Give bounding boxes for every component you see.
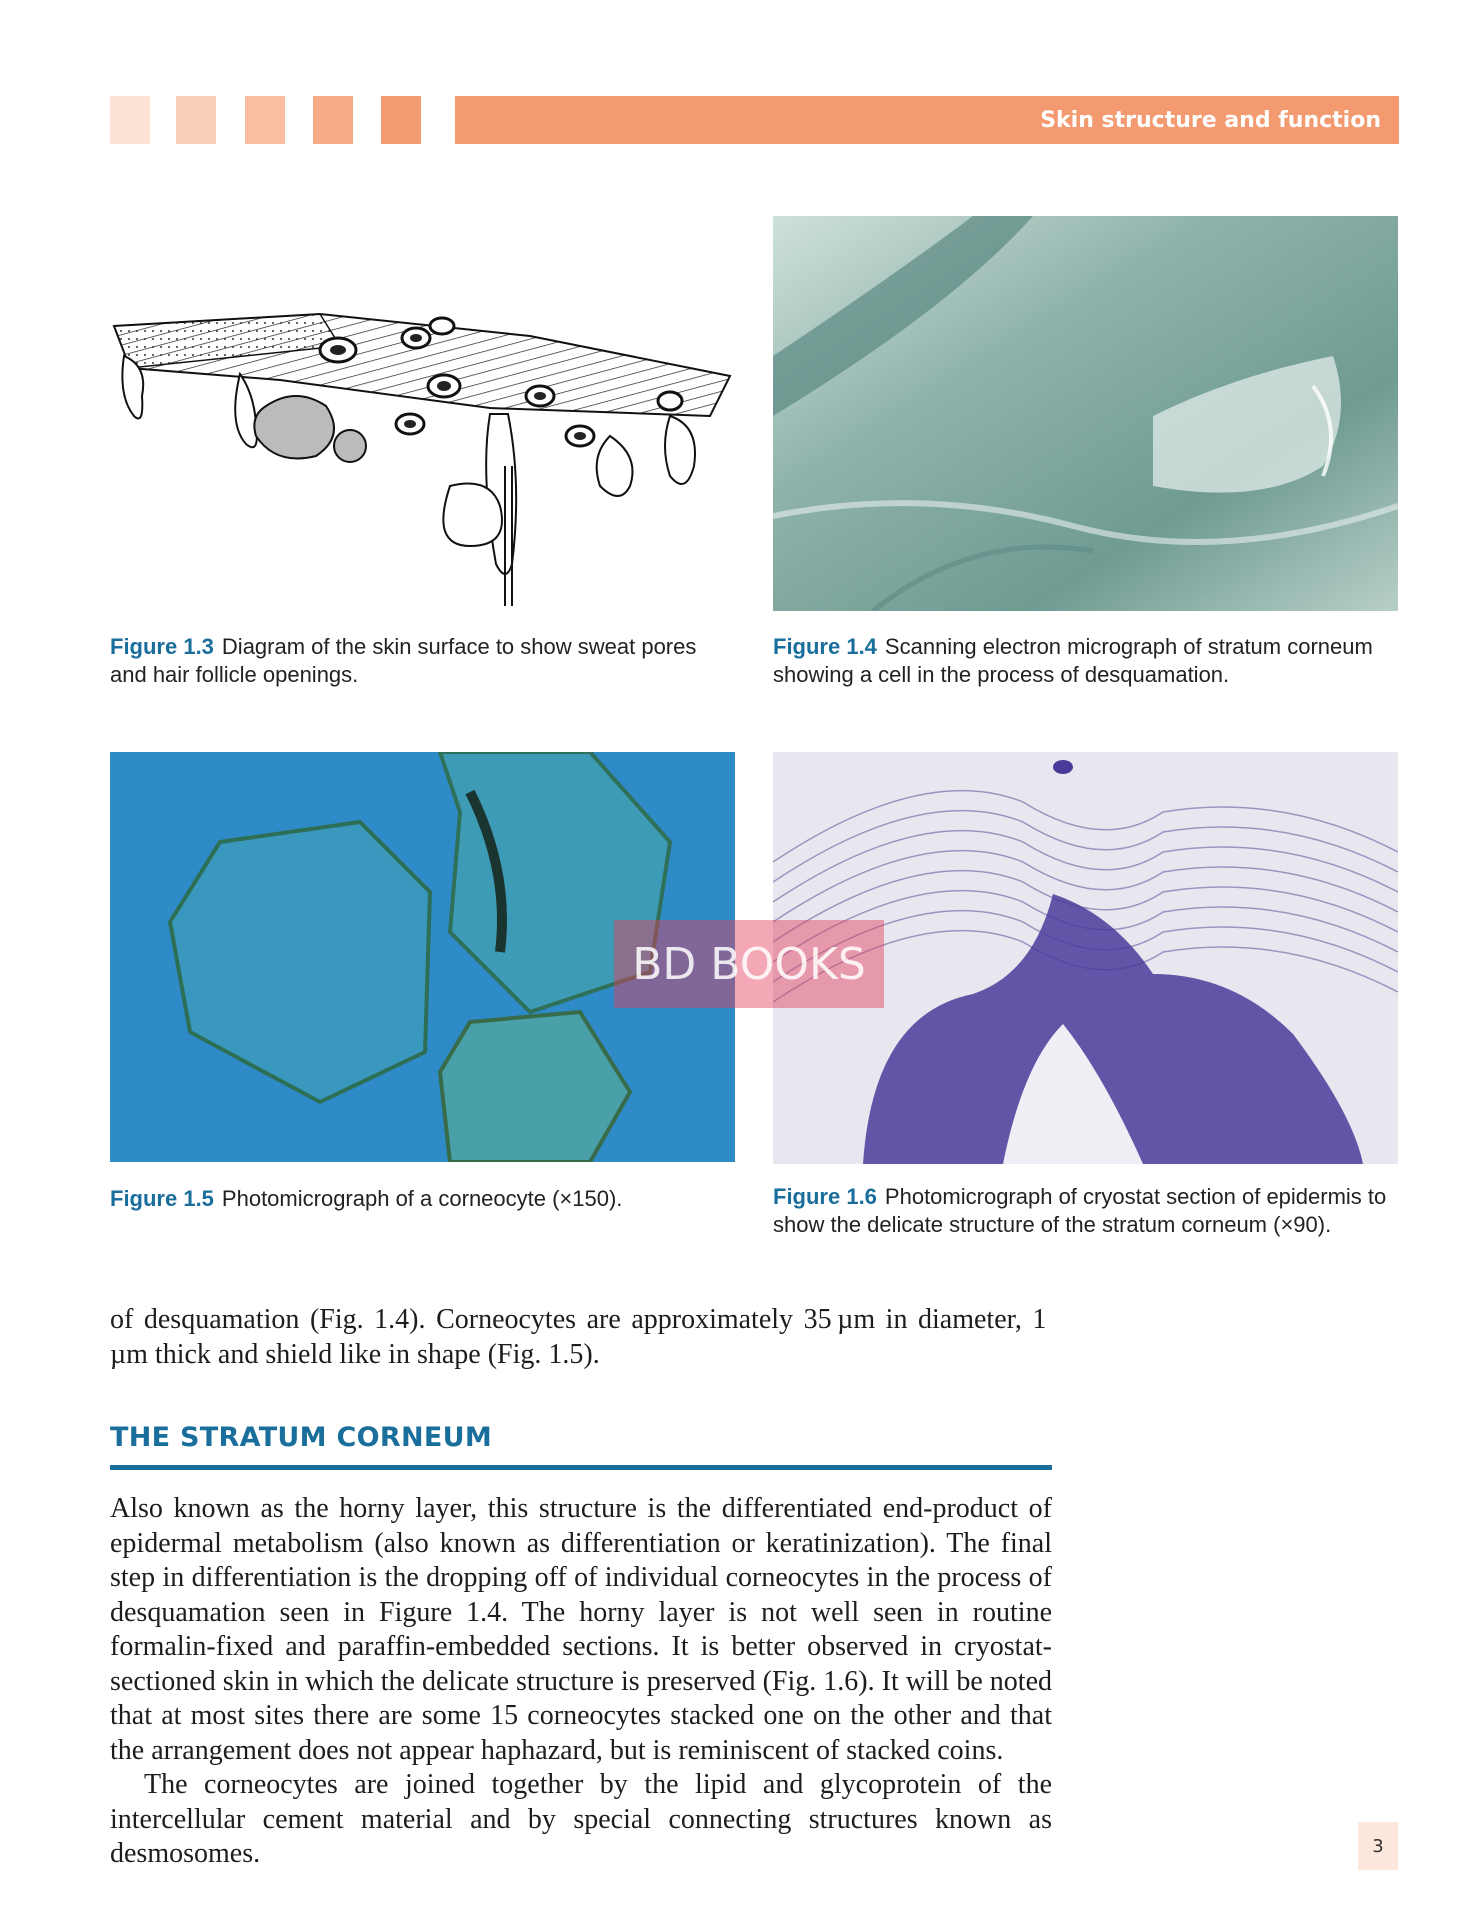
watermark-logo — [614, 920, 884, 1008]
header-square-1 — [110, 96, 150, 144]
paragraph-1: Also known as the horny layer, this structure is the differentiated end-product of epidermal metabolism (also known as differentiation or keratinization). The final step in differentiation is the dropping off of individual corneocytes in the process of desquamation seen in Figure 1.4. The horny layer is not well seen in routine formalin-fixed and paraffin-embedded sections. It is better observed in cryostat-sectioned skin in which the delicate structure is preserved (Fig. 1.6). It will be noted that at most sites there are some 15 corneocytes stacked one on the other and that the arrangement does not appear haphazard, but is reminiscent of stacked coins. — [110, 1493, 1052, 1766]
running-header — [455, 96, 1399, 144]
watermark-text: BD BOOKS — [632, 938, 866, 990]
figure-1-5-caption — [110, 1185, 736, 1213]
page-number: 3 — [1358, 1822, 1398, 1870]
figure-1-4-caption — [773, 633, 1399, 689]
figure-1-3-caption — [110, 633, 736, 689]
figure-1-3-diagram — [110, 296, 742, 612]
figure-1-4-text: Scanning electron micrograph of stratum corneum showing a cell in the process of desquamation. — [773, 634, 1373, 687]
section-heading: THE STRATUM CORNEUM — [110, 1422, 1052, 1470]
figure-1-5-text: Photomicrograph of a corneocyte (×150). — [221, 1186, 623, 1211]
figure-1-6-text: Photomicrograph of cryostat section of epidermis to show the delicate structure of the stratum corneum (×90). — [773, 1184, 1387, 1237]
figure-1-4-micrograph — [773, 216, 1398, 611]
header-square-2 — [176, 96, 216, 144]
intro-paragraph: of desquamation (Fig. 1.4). Corneocytes are approximately 35 µm in diameter, 1 µm thick and shield like in shape (Fig. 1.5). — [110, 1304, 1052, 1370]
figure-1-3-label: Figure 1.3 — [110, 634, 214, 659]
running-header-title: Skin structure and function — [1040, 107, 1381, 133]
header-square-5 — [381, 96, 421, 144]
figure-1-3-text: Diagram of the skin surface to show sweat pores and hair follicle openings. — [110, 634, 697, 687]
paragraph-2: The corneocytes are joined together by the lipid and glycoprotein of the intercellular cement material and by special connecting structures known as desmosomes. — [110, 1769, 1052, 1869]
header-square-4 — [313, 96, 353, 144]
figure-1-5-label: Figure 1.5 — [110, 1186, 214, 1211]
figure-1-4-label: Figure 1.4 — [773, 634, 877, 659]
figure-1-6-label: Figure 1.6 — [773, 1184, 877, 1209]
header-square-3 — [245, 96, 285, 144]
figure-1-6-caption — [773, 1183, 1399, 1239]
